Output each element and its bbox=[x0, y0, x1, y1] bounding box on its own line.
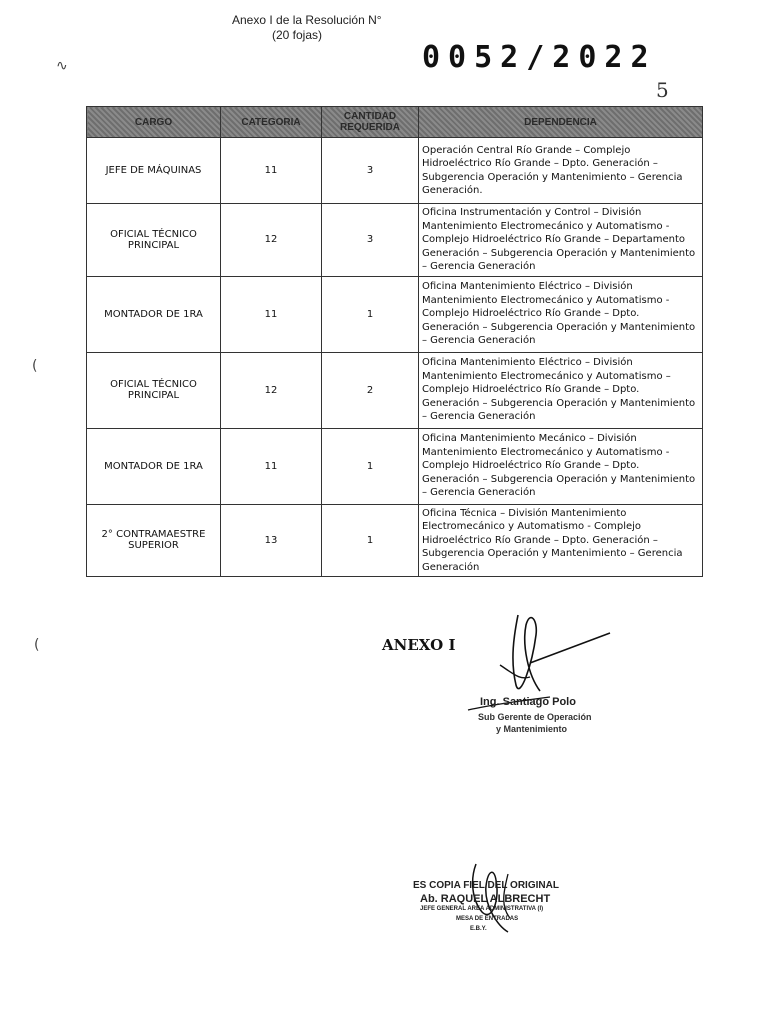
cell-dependencia: Oficina Instrumentación y Control – División Mantenimiento Electromecánico y Automatismo - Complejo Hidroeléctrico Río Grande – Departamento Generación – Subgerencia Operación y Mantenimiento – Gerencia Generación bbox=[419, 204, 703, 277]
table-row bbox=[87, 138, 703, 204]
signer-role-continued: y Mantenimiento bbox=[496, 724, 568, 734]
cell-cargo: MONTADOR DE 1RA bbox=[87, 428, 221, 504]
certifier-name: Ab. RAQUEL ALBRECHT bbox=[420, 893, 551, 905]
table-row bbox=[87, 204, 703, 277]
table-row bbox=[87, 276, 703, 352]
cell-dependencia: Operación Central Río Grande – Complejo Hidroeléctrico Río Grande – Dpto. Generación – Subgerencia Operación y Mantenimiento – Gerencia Generación. bbox=[419, 138, 703, 204]
column-header-categoria: CATEGORIA bbox=[221, 107, 322, 138]
cell-categoria: 11 bbox=[221, 138, 322, 204]
table-row bbox=[87, 428, 703, 504]
column-header-cantidad: CANTIDAD REQUERIDA bbox=[322, 107, 419, 138]
signer-role: Sub Gerente de Operación bbox=[478, 712, 592, 722]
positions-table bbox=[86, 106, 703, 577]
cell-cantidad: 1 bbox=[322, 276, 419, 352]
table-row bbox=[87, 504, 703, 577]
annex-title: ANEXO I bbox=[382, 636, 456, 654]
column-header-cargo: CARGO bbox=[87, 107, 221, 138]
cell-categoria: 12 bbox=[221, 352, 322, 428]
cell-dependencia: Oficina Mantenimiento Eléctrico – División Mantenimiento Electromecánico y Automatismo - Complejo Hidroeléctrico Río Grande – Dpto. Generación – Subgerencia Operación y Mantenimiento – Gerencia Generación bbox=[419, 276, 703, 352]
cell-cantidad: 3 bbox=[322, 204, 419, 277]
fojas-count: (20 fojas) bbox=[272, 28, 323, 42]
cell-cantidad: 2 bbox=[322, 352, 419, 428]
cell-cargo: OFICIAL TÉCNICO PRINCIPAL bbox=[87, 352, 221, 428]
binding-hole-mark-icon: ( bbox=[32, 358, 38, 374]
cell-cargo: OFICIAL TÉCNICO PRINCIPAL bbox=[87, 204, 221, 277]
certifier-office: MESA DE ENTRADAS bbox=[456, 916, 519, 922]
cell-cantidad: 1 bbox=[322, 428, 419, 504]
cell-dependencia: Oficina Mantenimiento Mecánico – División Mantenimiento Electromecánico y Automatismo - Complejo Hidroeléctrico Río Grande – Dpto. Generación – Subgerencia Operación y Mantenimiento – Gerencia Generación bbox=[419, 428, 703, 504]
cell-categoria: 13 bbox=[221, 504, 322, 577]
cell-dependencia: Oficina Técnica – División Mantenimiento Electromecánico y Automatismo - Complejo Hidroeléctrico Río Grande – Dpto. Generación – Subgerencia Operación y Mantenimiento – Gerencia Generación bbox=[419, 504, 703, 577]
certifier-entity: E.B.Y. bbox=[470, 926, 487, 932]
resolution-number-stamp: 0052/2022 bbox=[422, 40, 657, 75]
cell-categoria: 11 bbox=[221, 428, 322, 504]
column-header-dependencia: DEPENDENCIA bbox=[419, 107, 703, 138]
cell-cargo: MONTADOR DE 1RA bbox=[87, 276, 221, 352]
cell-dependencia: Oficina Mantenimiento Eléctrico – División Mantenimiento Electromecánico y Automatismo – Complejo Hidroeléctrico Río Grande – Dpto. Generación – Subgerencia Operación y Mantenimiento – Gerencia Generación bbox=[419, 352, 703, 428]
table-header-row bbox=[87, 107, 703, 138]
cell-cantidad: 3 bbox=[322, 138, 419, 204]
margin-scribble-icon: ∿ bbox=[56, 58, 68, 74]
handwritten-page-mark: 5 bbox=[656, 78, 669, 102]
binding-hole-mark-icon: ( bbox=[34, 637, 40, 653]
signer-name: Ing. Santiago Polo bbox=[480, 696, 576, 708]
cell-cantidad: 1 bbox=[322, 504, 419, 577]
cell-cargo: JEFE DE MÁQUINAS bbox=[87, 138, 221, 204]
certifier-role: JEFE GENERAL AREA ADMINISTRATIVA (I) bbox=[420, 906, 544, 912]
certified-copy-stamp: ES COPIA FIEL DEL ORIGINAL bbox=[413, 880, 559, 891]
cell-cargo: 2° CONTRAMAESTRE SUPERIOR bbox=[87, 504, 221, 577]
cell-categoria: 12 bbox=[221, 204, 322, 277]
resolution-header: Anexo I de la Resolución N° bbox=[232, 13, 382, 27]
table-row bbox=[87, 352, 703, 428]
cell-categoria: 11 bbox=[221, 276, 322, 352]
